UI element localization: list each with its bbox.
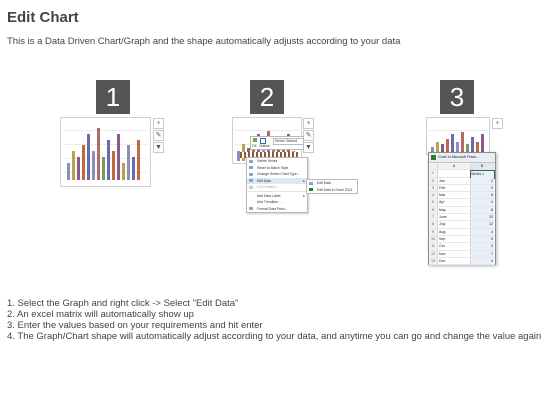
row-number[interactable]: 7 [429, 214, 438, 220]
menu-item-change-chart-type[interactable]: Change Series Chart Type... [247, 171, 307, 178]
submenu-item-edit-in-excel[interactable]: Edit Data in Excel 2013 [307, 187, 357, 194]
excel-row [429, 258, 495, 265]
row-number[interactable]: 12 [429, 251, 438, 257]
cell-month[interactable]: Jan [439, 178, 445, 183]
cell-value[interactable]: 5 [470, 236, 494, 242]
column-header-b[interactable]: B [470, 163, 494, 169]
menu-item-add-trendline[interactable]: Add Trendline... [257, 200, 281, 204]
chart-bar [112, 151, 115, 180]
excel-row [429, 236, 495, 243]
menu-item-edit-data[interactable]: Edit Data ▸ [247, 178, 307, 185]
outline-label: Outline [259, 144, 270, 148]
chart-bar [72, 151, 75, 180]
corner-cell[interactable] [429, 163, 438, 169]
row-number[interactable]: 8 [429, 221, 438, 227]
cell-month[interactable]: May [439, 207, 446, 212]
instruction-step-4: 4. The Graph/Chart shape will automatically adjust according to your data, and anytime you can go and change the value again [7, 331, 542, 342]
fill-label: Fill [252, 144, 257, 148]
instruction-step-2: 2. An excel matrix will automatically show up [7, 309, 194, 320]
cell-month[interactable] [438, 170, 469, 176]
row-number[interactable]: 11 [429, 243, 438, 249]
row-number[interactable]: 13 [429, 258, 438, 264]
cell-month[interactable]: Oct [439, 244, 445, 249]
menu-item-add-data-label[interactable]: Add Data Label ▸ [257, 193, 305, 198]
excel-row [429, 221, 495, 228]
chart-bar [481, 134, 484, 154]
chart-bar [97, 128, 100, 180]
table-icon [309, 182, 313, 185]
row-number[interactable]: 4 [429, 192, 438, 198]
reset-icon [249, 166, 253, 169]
excel-icon [431, 155, 436, 160]
excel-row [429, 178, 495, 185]
context-menu [246, 157, 308, 213]
cell-value[interactable]: 8 [470, 207, 494, 213]
excel-row [429, 192, 495, 199]
format-icon [249, 207, 253, 210]
cell-month[interactable]: Aug [439, 229, 446, 234]
excel-title-bar[interactable] [429, 153, 495, 163]
excel-row [429, 185, 495, 192]
cell-value[interactable]: 7 [470, 251, 494, 257]
chart-bar [127, 145, 130, 180]
excel-row [429, 251, 495, 258]
cell-value[interactable]: 12 [470, 221, 494, 227]
excel-title: Chart in Microsoft Powe... [438, 155, 480, 159]
chart-bar [82, 145, 85, 180]
chart-bar [122, 163, 125, 180]
chart-bar [461, 132, 464, 154]
step-1-badge: 1 [96, 80, 130, 114]
submenu-arrow-icon: ▸ [303, 193, 305, 198]
row-number[interactable]: 1 [429, 170, 438, 176]
cell-value[interactable]: 4 [470, 258, 494, 264]
column-header-a[interactable]: A [452, 164, 456, 168]
chart-bar [132, 157, 135, 180]
cell-month[interactable]: Mar [439, 193, 446, 198]
cell-month[interactable]: Sep [439, 236, 446, 241]
row-number[interactable]: 9 [429, 229, 438, 235]
cell-value[interactable]: 6 [470, 192, 494, 198]
table-icon [249, 179, 253, 182]
menu-item-reset-style[interactable]: Reset to Match Style [247, 165, 307, 172]
page-title: Edit Chart [7, 9, 79, 26]
chart-bars [67, 122, 146, 180]
cell-value[interactable]: 3 [470, 243, 494, 249]
instructions [7, 298, 557, 342]
excel-window [428, 152, 496, 265]
cell-value[interactable]: 4 [470, 199, 494, 205]
chart-filter-button[interactable]: ▼ [303, 142, 314, 153]
cell-value[interactable]: 3 [470, 185, 494, 191]
instruction-step-1: 1. Select the Graph and right click -> Select "Edit Data" [7, 298, 239, 309]
excel-row [429, 207, 495, 214]
cell-value[interactable]: 2 [470, 178, 494, 184]
page-subtitle: This is a Data Driven Chart/Graph and the shape automatically adjusts according to your data [7, 36, 401, 47]
cell-value[interactable]: 10 [470, 214, 494, 220]
chart-bar [107, 140, 110, 180]
chart-bar [117, 134, 120, 180]
step-3-badge: 3 [440, 80, 474, 114]
add-chart-element-button[interactable]: + [492, 118, 503, 129]
submenu-arrow-icon: ▸ [303, 178, 305, 183]
excel-row [429, 199, 495, 206]
menu-item-format-data-point[interactable]: Format Data Point... [247, 206, 307, 213]
excel-row [429, 214, 495, 221]
chart-bar [102, 157, 105, 180]
excel-icon [309, 188, 313, 191]
chart-style-button[interactable]: ✎ [303, 130, 314, 141]
cell-month[interactable]: Feb [439, 185, 446, 190]
series-select[interactable]: Series 'Series1' [273, 138, 304, 145]
excel-row [429, 243, 495, 250]
excel-rows [429, 170, 495, 265]
chart-bar [87, 134, 90, 180]
chart-thumbnail-3[interactable] [426, 117, 490, 155]
add-chart-element-button[interactable]: + [303, 118, 314, 129]
chart-filter-button[interactable]: ▼ [153, 142, 164, 153]
chart-bars [431, 122, 485, 154]
cell-value[interactable]: Series 1 [470, 170, 495, 178]
chart-bar [67, 163, 70, 180]
instruction-step-3: 3. Enter the values based on your requirements and hit enter [7, 320, 263, 331]
row-number[interactable]: 6 [429, 207, 438, 213]
cell-month[interactable]: Apr [439, 200, 445, 205]
excel-column-header-row [429, 163, 495, 170]
menu-item-3d-rotation[interactable]: 3-D Rotation... [247, 184, 307, 191]
chart-bar [137, 140, 140, 180]
cell-month[interactable]: June [439, 215, 447, 220]
chart-bar [92, 151, 95, 180]
submenu-item-edit-data[interactable]: Edit Data [307, 180, 357, 187]
chart-thumbnail-1[interactable] [60, 117, 151, 187]
cell-month[interactable]: July [439, 222, 446, 227]
edit-data-submenu [306, 179, 358, 194]
row-number[interactable]: 2 [429, 178, 438, 184]
chart-bar [451, 134, 454, 154]
rotation-icon [249, 186, 253, 189]
step-2-badge: 2 [250, 80, 284, 114]
chart-bar [77, 157, 80, 180]
chart-style-button[interactable]: ✎ [153, 130, 164, 141]
delete-icon [249, 160, 253, 163]
cell-month[interactable]: Nov [439, 251, 446, 256]
cell-month[interactable]: Dec [439, 258, 446, 263]
excel-row [429, 170, 495, 177]
chart-type-icon [249, 173, 253, 176]
fill-icon[interactable] [253, 138, 257, 142]
excel-row [429, 229, 495, 236]
cell-value[interactable]: 4 [470, 229, 494, 235]
menu-item-delete-series[interactable]: Delete Series [247, 158, 307, 165]
add-chart-element-button[interactable]: + [153, 118, 164, 129]
mini-toolbar [250, 136, 304, 150]
row-number[interactable]: 5 [429, 199, 438, 205]
row-number[interactable]: 3 [429, 185, 438, 191]
row-number[interactable]: 10 [429, 236, 438, 242]
